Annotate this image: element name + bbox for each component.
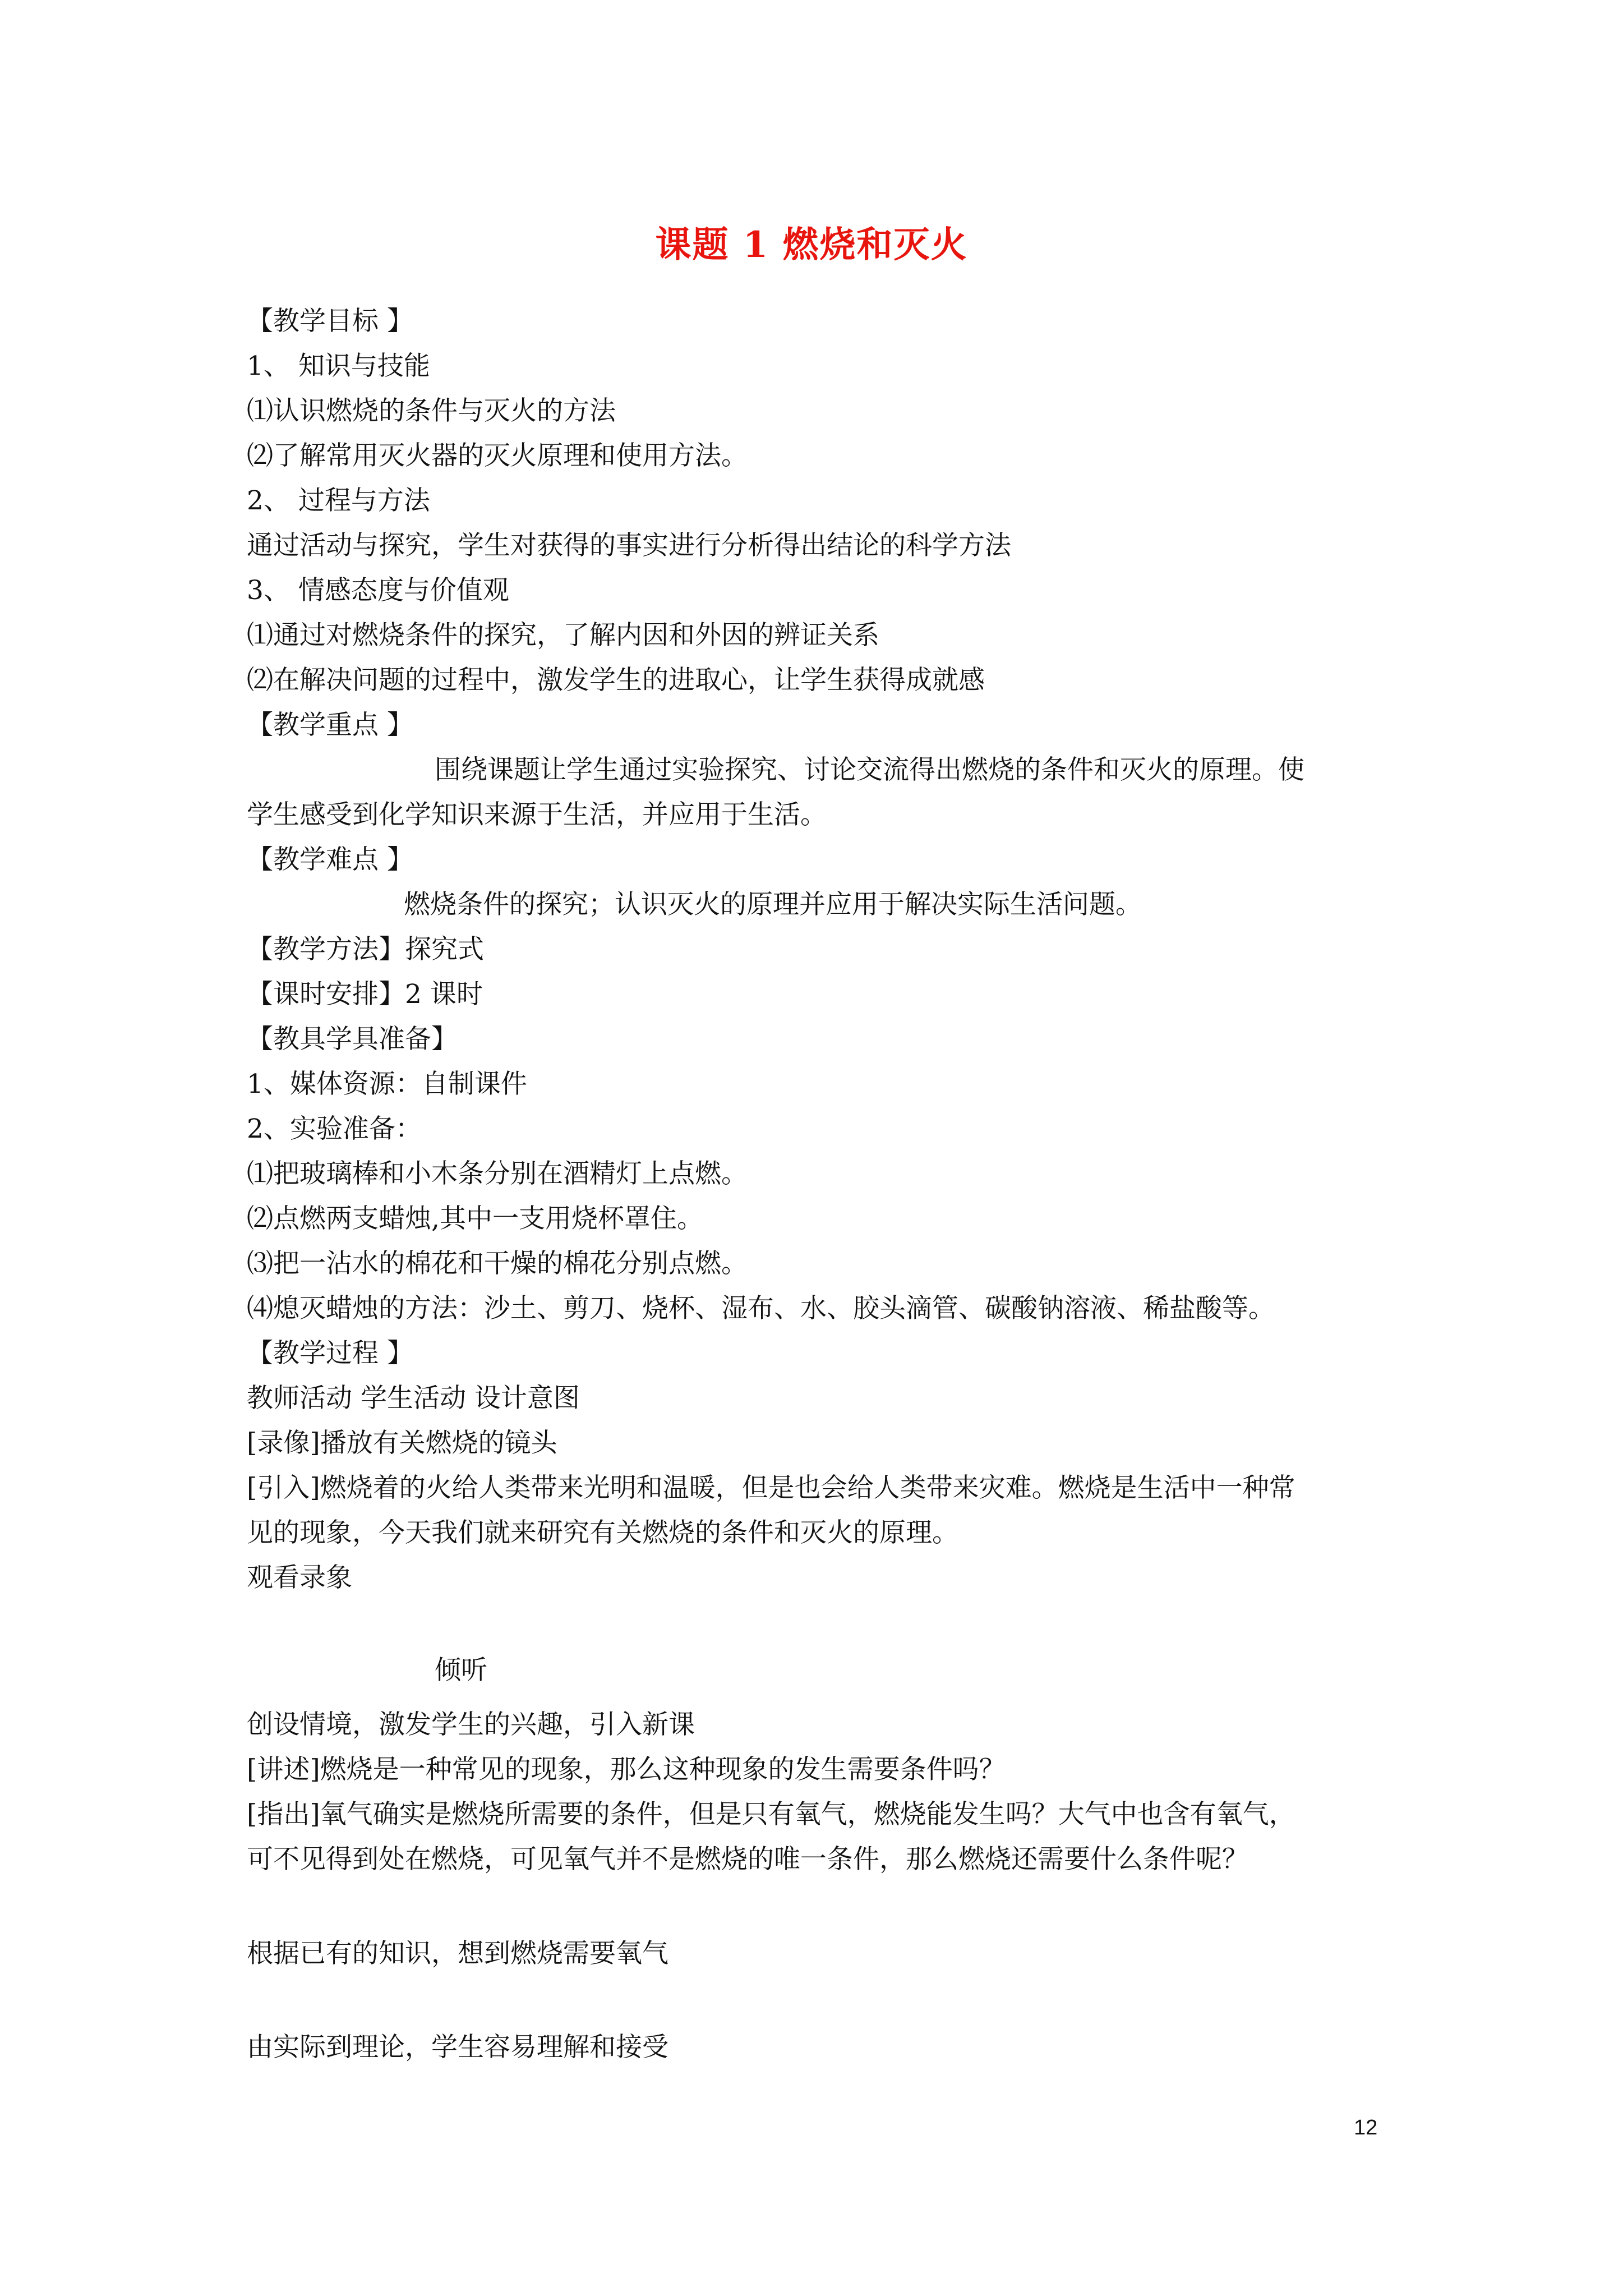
process-narration: [讲述]燃烧是一种常见的现象，那么这种现象的发生需要条件吗？	[247, 1754, 1006, 1785]
objective-1-item-2: ⑵了解常用灭火器的灭火原理和使用方法。	[247, 440, 748, 471]
experiment-item-4: ⑷熄灭蜡烛的方法：沙土、剪刀、烧杯、湿布、水、胶头滴管、碳酸钠溶液、稀盐酸等。	[247, 1293, 1275, 1324]
key-points-text-1: 围绕课题让学生通过实验探究、讨论交流得出燃烧的条件和灭火的原理。使	[435, 754, 1304, 785]
objective-3-item-2: ⑵在解决问题的过程中，激发学生的进取心，让学生获得成就感	[247, 665, 985, 696]
experiment-item-1: ⑴把玻璃棒和小木条分别在酒精灯上点燃。	[247, 1158, 748, 1189]
student-activity-oxygen: 根据已有的知识，想到燃烧需要氧气	[247, 1938, 668, 1969]
process-column-headers: 教师活动 学生活动 设计意图	[247, 1383, 580, 1414]
materials-experiment-heading: 2、实验准备：	[247, 1114, 422, 1144]
teaching-method: 【教学方法】探究式	[247, 934, 484, 965]
page-title: 课题 1 燃烧和灭火	[655, 224, 968, 266]
section-heading-difficulties: 【教学难点 】	[247, 844, 413, 875]
process-video: [录像]播放有关燃烧的镜头	[247, 1428, 557, 1458]
difficulties-text: 燃烧条件的探究；认识灭火的原理并应用于解决实际生活问题。	[404, 889, 1142, 920]
design-intent-2: 由实际到理论，学生容易理解和接受	[247, 2032, 668, 2063]
objective-3-item-1: ⑴通过对燃烧条件的探究，了解内因和外因的辨证关系	[247, 620, 879, 651]
section-heading-objectives: 【教学目标 】	[247, 306, 413, 337]
objective-2-heading: 2、 过程与方法	[247, 485, 430, 516]
student-activity-watch: 观看录象	[247, 1562, 352, 1593]
process-intro-1: [引入]燃烧着的火给人类带来光明和温暖，但是也会给人类带来灾难。燃烧是生活中一种常	[247, 1473, 1295, 1503]
objective-2-text: 通过活动与探究，学生对获得的事实进行分析得出结论的科学方法	[247, 530, 1011, 561]
key-points-text-2: 学生感受到化学知识来源于生活，并应用于生活。	[247, 799, 827, 830]
process-intro-2: 见的现象，今天我们就来研究有关燃烧的条件和灭火的原理。	[247, 1517, 958, 1548]
objective-1-heading: 1、 知识与技能	[247, 351, 430, 381]
section-heading-key-points: 【教学重点 】	[247, 710, 413, 740]
design-intent-1: 创设情境，激发学生的兴趣，引入新课	[247, 1709, 695, 1740]
objective-1-item-1: ⑴认识燃烧的条件与灭火的方法	[247, 395, 616, 426]
materials-media: 1、媒体资源：自制课件	[247, 1069, 527, 1099]
student-activity-listen: 倾听	[435, 1655, 487, 1686]
objective-3-heading: 3、 情感态度与价值观	[247, 575, 509, 606]
process-point-out-2: 可不见得到处在燃烧，可见氧气并不是燃烧的唯一条件，那么燃烧还需要什么条件呢？	[247, 1844, 1248, 1875]
section-heading-materials: 【教具学具准备】	[247, 1024, 458, 1055]
experiment-item-3: ⑶把一沾水的棉花和干燥的棉花分别点燃。	[247, 1248, 748, 1279]
process-point-out-1: [指出]氧气确实是燃烧所需要的条件，但是只有氧气，燃烧能发生吗？大气中也含有氧气，	[247, 1799, 1295, 1830]
class-schedule: 【课时安排】2 课时	[247, 979, 483, 1010]
section-heading-process: 【教学过程 】	[247, 1338, 413, 1369]
experiment-item-2: ⑵点燃两支蜡烛,其中一支用烧杯罩住。	[247, 1203, 703, 1234]
page-number: 12	[1354, 2116, 1378, 2139]
